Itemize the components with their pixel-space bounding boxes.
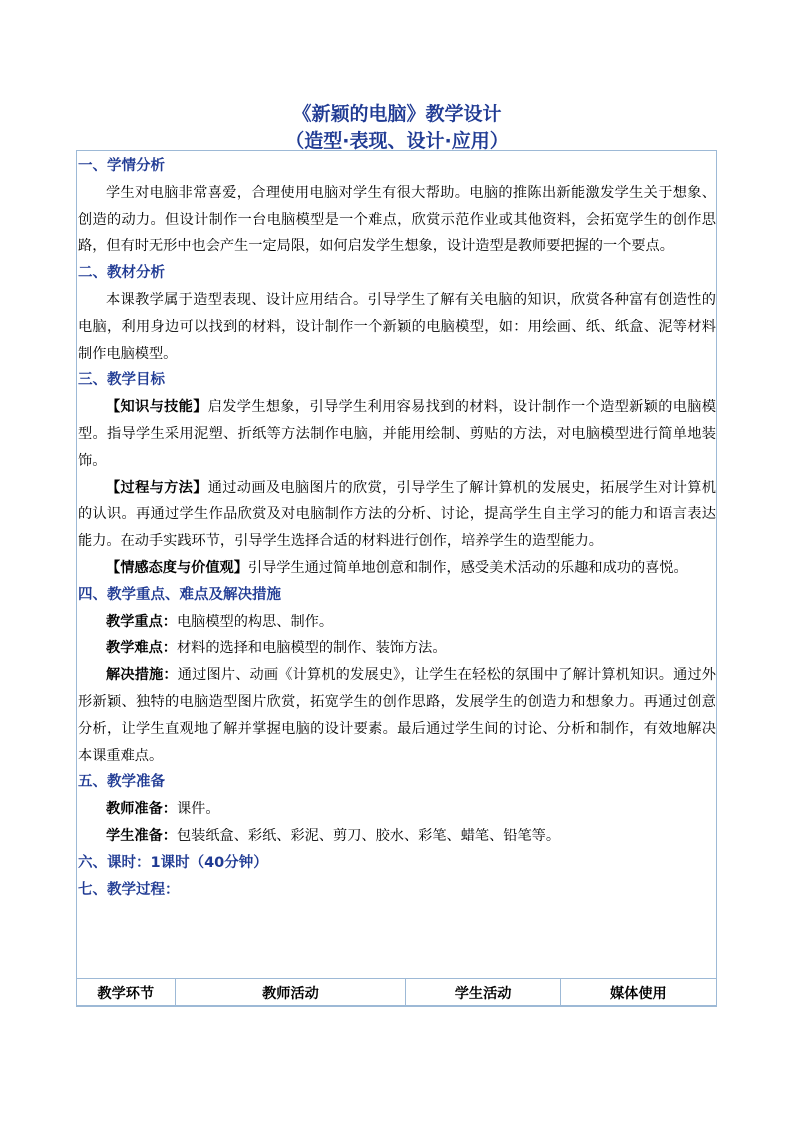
paragraph-learner-analysis: 学生对电脑非常喜爱，合理使用电脑对学生有很大帮助。电脑的推陈出新能激发学生关于想象、创造的动力。但设计制作一台电脑模型是一个难点，欣赏示范作业或其他资料，会拓宽学生的创作思路，但有时无形中也会产生一定局限，如何启发学生想象，设计造型是教师要把握的一个要点。 [78,184,716,255]
text-student-prep: 包装纸盒、彩纸、彩泥、剪刀、胶水、彩笔、蜡笔、铅笔等。 [176,827,561,844]
label-knowledge-skills: 【知识与技能】 [106,399,208,416]
text-emotion-values: 引导学生通过简单地创意和制作，感受美术活动的乐趣和成功的喜悦。 [247,559,688,576]
section-heading-key-points: 四、教学重点、难点及解决措施 [78,586,281,603]
column-header-student-activity: 学生活动 [406,979,560,1007]
label-teacher-prep: 教师准备： [106,801,177,818]
label-process-methods: 【过程与方法】 [106,479,208,496]
text-teacher-prep: 课件。 [176,801,220,818]
text-difficulty: 材料的选择和电脑模型的制作、装饰方法。 [176,640,447,657]
document-title: 《新颖的电脑》教学设计 [292,103,502,125]
paragraph-student-prep [78,823,716,850]
paragraph-knowledge-skills [78,394,716,474]
section-heading-class-hours: 六、课时：1课时（40分钟） [78,854,268,871]
paragraph-solution [78,662,716,769]
document-body [78,153,716,903]
label-key-point: 教学重点： [106,613,177,630]
section-heading-teaching-goals: 三、教学目标 [78,372,165,389]
document-subtitle: （造型·表现、设计·应用） [285,130,509,152]
text-process-methods: 通过动画及电脑图片的欣赏，引导学生了解计算机的发展史，拓展学生对计算机的认识。再通过学生作品欣赏及对电脑制作方法的分析、讨论，提高学生自主学习的能力和语言表达能力。在动手实践环节，引导学生选择合适的材料进行创作，培养学生的造型能力。 [78,479,716,550]
paragraph-difficulty [78,635,716,662]
table-header-row [77,979,717,1007]
section-heading-teaching-process: 七、教学过程： [78,881,180,898]
column-header-teacher-activity: 教师活动 [175,979,406,1007]
paragraph-textbook-analysis: 本课教学属于造型表现、设计应用结合。引导学生了解有关电脑的知识，欣赏各种富有创造性的电脑，利用身边可以找到的材料，设计制作一个新颖的电脑模型，如：用绘画、纸、纸盒、泥等材料制作电脑模型。 [78,291,716,362]
teaching-process-table [76,978,717,1007]
paragraph-key-point [78,609,716,636]
section-heading-learner-analysis: 一、学情分析 [78,158,165,174]
text-key-point: 电脑模型的构思、制作。 [176,613,334,630]
label-student-prep: 学生准备： [106,827,177,844]
text-knowledge-skills: 启发学生想象，引导学生利用容易找到的材料，设计制作一个造型新颖的电脑模型。指导学生采用泥塑、折纸等方法制作电脑，并能用绘制、剪贴的方法，对电脑模型进行简单地装饰。 [78,399,716,469]
section-heading-preparation: 五、教学准备 [78,774,165,791]
label-emotion-values: 【情感态度与价值观】 [106,559,248,576]
label-solution: 解决措施： [106,667,178,684]
column-header-stage: 教学环节 [77,979,176,1007]
column-header-media: 媒体使用 [560,979,716,1007]
text-solution: 通过图片、动画《计算机的发展史》，让学生在轻松的氛围中了解计算机知识。通过外形新颖、独特的电脑造型图片欣赏，拓宽学生的创作思路，发展学生的创造力和想象力。再通过创意分析，让学生直观地了解并掌握电脑的设计要素。最后通过学生间的讨论、分析和制作，有效地解决本课重难点。 [78,667,716,764]
paragraph-teacher-prep [78,796,716,823]
label-difficulty: 教学难点： [106,640,177,657]
paragraph-process-methods [78,475,716,555]
section-heading-textbook-analysis: 二、教材分析 [78,265,165,282]
paragraph-emotion-values [78,555,716,582]
